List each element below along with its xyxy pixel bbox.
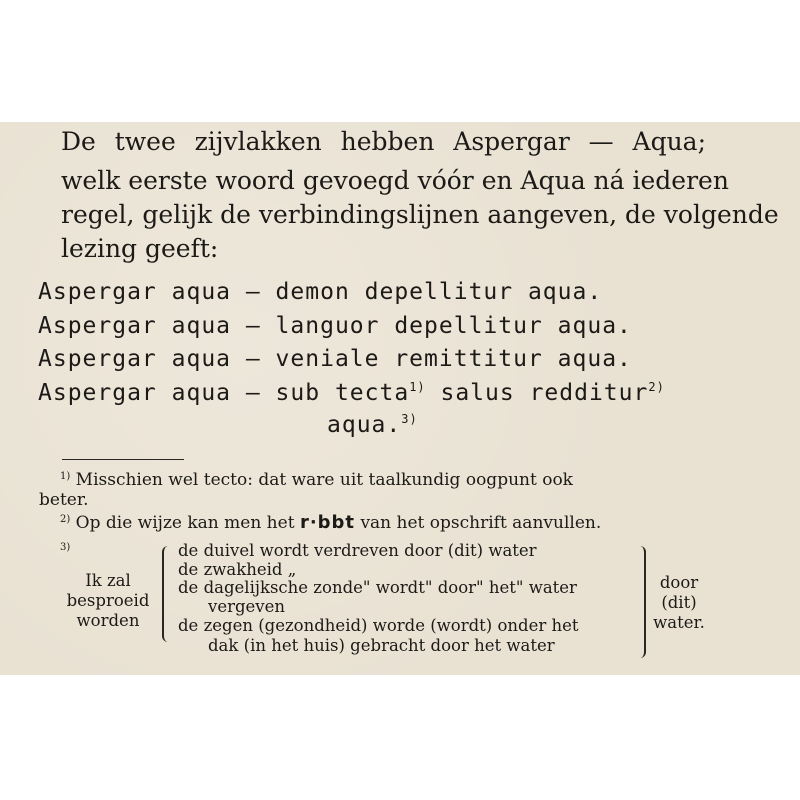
footnote-1-mark: 1) [60,471,71,482]
footnote-3-right-cell [650,573,708,633]
right-line-2: (dit) [661,593,697,612]
footnote-3-mark [60,541,70,561]
intro-line-2: welk eerste woord gevoegd vóór en Aqua ná iederen [61,166,729,195]
footnote-2 [60,513,601,533]
footnote-1 [60,470,573,490]
middle-line-2: de zwakheid „ [178,560,297,579]
footnote-2-before: Op die wijze kan men het [75,513,295,533]
intro-line-1: De twee zijvlakken hebben Aspergar — Aqua; [61,127,706,156]
footnote-1-line-1: Misschien wel tecto: dat ware uit taalkundig oogpunt ook [75,470,573,490]
right-line-1: door [659,573,699,592]
left-line-3: worden [76,611,140,630]
middle-line-1: de duivel wordt verdreven door (dit) water [178,541,537,560]
intro-line-3: regel, gelijk de verbindingslijnen aangeven, de volgende [61,200,779,229]
footnote-ref-1: 1) [409,380,426,394]
verse-line-5 [327,410,418,440]
right-line-3: water. [653,613,705,632]
footnote-2-mark: 2) [60,514,71,525]
footnote-3-left-cell [58,571,158,631]
verse-4-part-a: Aspergar aqua — sub tecta [38,380,410,406]
footnote-rule [62,459,184,460]
verse-4-part-b: salus redditur [425,380,649,406]
verse-line-3: Aspergar aqua — veniale remittitur aqua. [38,346,632,372]
hebrew-glyphs: r·bbt [299,512,356,533]
middle-line-6: dak (in het huis) gebracht door het water [208,636,555,655]
footnote-2-after: van het opschrift aanvullen. [360,513,602,533]
verse-line-4 [38,378,665,408]
footnote-3-middle-cell [178,541,579,656]
middle-line-3: de dagelijksche zonde" wordt" door" het" water [178,578,577,597]
footnote-ref-2: 2) [648,380,665,394]
left-brace [162,546,172,642]
left-line-1: Ik zal [85,571,131,590]
verse-5-text: aqua. [327,412,402,438]
verse-line-2: Aspergar aqua — languor depellitur aqua. [38,313,632,339]
verse-line-1: Aspergar aqua — demon depellitur aqua. [38,279,603,305]
middle-line-4: vergeven [208,597,286,616]
middle-line-5: de zegen (gezondheid) worde (wordt) onder het [178,616,579,635]
footnote-3-mark-text: 3) [60,542,71,553]
left-line-2: besproeid [66,591,150,610]
footnote-ref-3: 3) [401,412,418,426]
right-brace [636,546,646,658]
footnote-1-line-2: beter. [39,490,89,510]
intro-line-4: lezing geeft: [61,234,219,263]
